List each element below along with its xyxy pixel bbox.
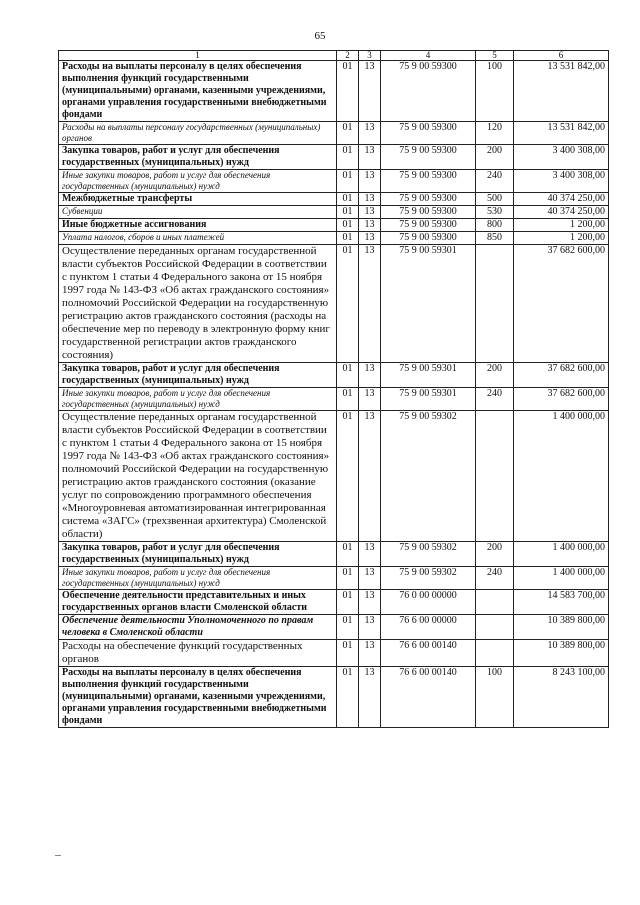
- row-section-cell: 01: [337, 640, 359, 667]
- header-cell: 6: [514, 51, 609, 61]
- row-expense-type-cell: [476, 615, 514, 640]
- row-amount-cell: 1 200,00: [514, 232, 609, 245]
- row-section-cell: 01: [337, 667, 359, 728]
- row-section-cell: 01: [337, 411, 359, 542]
- row-section-cell: 01: [337, 363, 359, 388]
- row-subsection-cell: 13: [359, 122, 381, 145]
- row-amount-cell: 37 682 600,00: [514, 388, 609, 411]
- table-row: [59, 145, 609, 170]
- row-expense-type-cell: 120: [476, 122, 514, 145]
- row-target-code-cell: 75 9 00 59300: [381, 122, 476, 145]
- row-subsection-cell: 13: [359, 363, 381, 388]
- row-subsection-cell: 13: [359, 232, 381, 245]
- row-amount-cell: 1 400 000,00: [514, 411, 609, 542]
- row-target-code-cell: 75 9 00 59302: [381, 542, 476, 567]
- row-target-code-cell: 75 9 00 59300: [381, 193, 476, 206]
- row-target-code-cell: 75 9 00 59301: [381, 245, 476, 363]
- table-row: [59, 411, 609, 542]
- row-name-cell: Осуществление переданных органам государственной власти субъектов Российской Федерации в соответствии с пунктом 1 статьи 4 Федерального закона от 15 ноября 1997 года № 143-ФЗ «Об актах гражданского состояния» полномочий Российской Федерации на государственную регистрацию актов гражданского состояния (расходы на обеспечение мер по переводу в электронную форму книг государственной регистрации актов гражданского состояния): [59, 245, 337, 363]
- row-name-cell: Закупка товаров, работ и услуг для обеспечения государственных (муниципальных) нужд: [59, 145, 337, 170]
- row-name-cell: Закупка товаров, работ и услуг для обеспечения государственных (муниципальных) нужд: [59, 542, 337, 567]
- row-subsection-cell: 13: [359, 206, 381, 219]
- row-expense-type-cell: 100: [476, 61, 514, 122]
- row-target-code-cell: 75 9 00 59300: [381, 219, 476, 232]
- row-subsection-cell: 13: [359, 61, 381, 122]
- table-row: [59, 667, 609, 728]
- row-section-cell: 01: [337, 245, 359, 363]
- budget-table: [58, 50, 609, 728]
- row-expense-type-cell: 240: [476, 567, 514, 590]
- table-row: [59, 206, 609, 219]
- row-subsection-cell: 13: [359, 640, 381, 667]
- row-target-code-cell: 75 9 00 59300: [381, 232, 476, 245]
- row-section-cell: 01: [337, 542, 359, 567]
- row-amount-cell: 8 243 100,00: [514, 667, 609, 728]
- row-name-cell: Расходы на выплаты персоналу в целях обеспечения выполнения функций государственными (муниципальными) органами, казенными учреждениями, органами управления государственными внебюджетными фондами: [59, 667, 337, 728]
- row-subsection-cell: 13: [359, 193, 381, 206]
- row-name-cell: Иные бюджетные ассигнования: [59, 219, 337, 232]
- table-row: [59, 61, 609, 122]
- row-expense-type-cell: [476, 590, 514, 615]
- row-name-cell: Иные закупки товаров, работ и услуг для обеспечения государственных (муниципальных) нужд: [59, 388, 337, 411]
- row-subsection-cell: 13: [359, 567, 381, 590]
- row-subsection-cell: 13: [359, 615, 381, 640]
- row-target-code-cell: 75 9 00 59300: [381, 170, 476, 193]
- header-row: [59, 51, 609, 61]
- row-target-code-cell: 75 9 00 59300: [381, 61, 476, 122]
- row-expense-type-cell: 240: [476, 388, 514, 411]
- row-expense-type-cell: 200: [476, 145, 514, 170]
- row-subsection-cell: 13: [359, 145, 381, 170]
- row-name-cell: Межбюджетные трансферты: [59, 193, 337, 206]
- row-subsection-cell: 13: [359, 245, 381, 363]
- row-amount-cell: 13 531 842,00: [514, 61, 609, 122]
- row-section-cell: 01: [337, 615, 359, 640]
- table-row: [59, 245, 609, 363]
- row-expense-type-cell: [476, 411, 514, 542]
- scan-mark: [55, 855, 61, 856]
- row-name-cell: Расходы на обеспечение функций государственных органов: [59, 640, 337, 667]
- header-cell: 3: [359, 51, 381, 61]
- row-section-cell: 01: [337, 206, 359, 219]
- row-name-cell: Субвенции: [59, 206, 337, 219]
- row-amount-cell: 13 531 842,00: [514, 122, 609, 145]
- row-amount-cell: 14 583 700,00: [514, 590, 609, 615]
- row-amount-cell: 40 374 250,00: [514, 206, 609, 219]
- row-amount-cell: 1 400 000,00: [514, 567, 609, 590]
- row-section-cell: 01: [337, 567, 359, 590]
- table-row: [59, 542, 609, 567]
- table-row: [59, 388, 609, 411]
- table-row: [59, 363, 609, 388]
- row-amount-cell: 1 400 000,00: [514, 542, 609, 567]
- row-name-cell: Обеспечение деятельности Уполномоченного по правам человека в Смоленской области: [59, 615, 337, 640]
- row-name-cell: Обеспечение деятельности представительных и иных государственных органов власти Смоленской области: [59, 590, 337, 615]
- table-row: [59, 232, 609, 245]
- row-subsection-cell: 13: [359, 411, 381, 542]
- row-target-code-cell: 76 6 00 00140: [381, 667, 476, 728]
- row-name-cell: Иные закупки товаров, работ и услуг для обеспечения государственных (муниципальных) нужд: [59, 567, 337, 590]
- row-subsection-cell: 13: [359, 170, 381, 193]
- row-name-cell: Расходы на выплаты персоналу в целях обеспечения выполнения функций государственными (муниципальными) органами, казенными учреждениями, органами управления государственными внебюджетными фондами: [59, 61, 337, 122]
- row-expense-type-cell: 200: [476, 542, 514, 567]
- table-row: [59, 615, 609, 640]
- row-target-code-cell: 75 9 00 59301: [381, 363, 476, 388]
- row-expense-type-cell: 500: [476, 193, 514, 206]
- row-expense-type-cell: 240: [476, 170, 514, 193]
- table-row: [59, 590, 609, 615]
- row-amount-cell: 10 389 800,00: [514, 615, 609, 640]
- row-section-cell: 01: [337, 590, 359, 615]
- row-target-code-cell: 75 9 00 59302: [381, 567, 476, 590]
- row-amount-cell: 3 400 308,00: [514, 145, 609, 170]
- row-section-cell: 01: [337, 170, 359, 193]
- row-section-cell: 01: [337, 232, 359, 245]
- row-target-code-cell: 75 9 00 59300: [381, 145, 476, 170]
- row-name-cell: Расходы на выплаты персоналу государственных (муниципальных) органов: [59, 122, 337, 145]
- row-target-code-cell: 75 9 00 59302: [381, 411, 476, 542]
- row-section-cell: 01: [337, 219, 359, 232]
- row-subsection-cell: 13: [359, 542, 381, 567]
- row-target-code-cell: 76 6 00 00140: [381, 640, 476, 667]
- table-body: [59, 61, 609, 728]
- table-row: [59, 567, 609, 590]
- row-amount-cell: 1 200,00: [514, 219, 609, 232]
- table-row: [59, 193, 609, 206]
- row-expense-type-cell: 850: [476, 232, 514, 245]
- table-row: [59, 640, 609, 667]
- row-subsection-cell: 13: [359, 667, 381, 728]
- header-cell: 5: [476, 51, 514, 61]
- row-expense-type-cell: 100: [476, 667, 514, 728]
- row-name-cell: Закупка товаров, работ и услуг для обеспечения государственных (муниципальных) нужд: [59, 363, 337, 388]
- row-target-code-cell: 76 6 00 00000: [381, 615, 476, 640]
- header-cell: 1: [59, 51, 337, 61]
- row-amount-cell: 40 374 250,00: [514, 193, 609, 206]
- row-section-cell: 01: [337, 122, 359, 145]
- row-section-cell: 01: [337, 145, 359, 170]
- row-subsection-cell: 13: [359, 388, 381, 411]
- row-subsection-cell: 13: [359, 590, 381, 615]
- table-row: [59, 219, 609, 232]
- row-section-cell: 01: [337, 388, 359, 411]
- row-expense-type-cell: 800: [476, 219, 514, 232]
- row-section-cell: 01: [337, 61, 359, 122]
- header-cell: 2: [337, 51, 359, 61]
- row-section-cell: 01: [337, 193, 359, 206]
- row-expense-type-cell: [476, 245, 514, 363]
- row-expense-type-cell: 530: [476, 206, 514, 219]
- row-amount-cell: 10 389 800,00: [514, 640, 609, 667]
- row-target-code-cell: 75 9 00 59300: [381, 206, 476, 219]
- page-number: 65: [314, 30, 326, 42]
- row-target-code-cell: 76 0 00 00000: [381, 590, 476, 615]
- row-expense-type-cell: 200: [476, 363, 514, 388]
- row-amount-cell: 3 400 308,00: [514, 170, 609, 193]
- table-row: [59, 122, 609, 145]
- row-subsection-cell: 13: [359, 219, 381, 232]
- header-cell: 4: [381, 51, 476, 61]
- row-name-cell: Осуществление переданных органам государственной власти субъектов Российской Федерации в соответствии с пунктом 1 статьи 4 Федерального закона от 15 ноября 1997 года № 143-ФЗ «Об актах гражданского состояния» полномочий Российской Федерации на государственную регистрацию актов гражданского состояния (оказание услуг по сопровождению программного обеспечения «Многоуровневая автоматизированная интегрированная система «ЗАГС» (трехзвенная архитектура) Смоленской области): [59, 411, 337, 542]
- row-expense-type-cell: [476, 640, 514, 667]
- row-amount-cell: 37 682 600,00: [514, 363, 609, 388]
- row-name-cell: Уплата налогов, сборов и иных платежей: [59, 232, 337, 245]
- table-row: [59, 170, 609, 193]
- row-target-code-cell: 75 9 00 59301: [381, 388, 476, 411]
- row-amount-cell: 37 682 600,00: [514, 245, 609, 363]
- row-name-cell: Иные закупки товаров, работ и услуг для обеспечения государственных (муниципальных) нужд: [59, 170, 337, 193]
